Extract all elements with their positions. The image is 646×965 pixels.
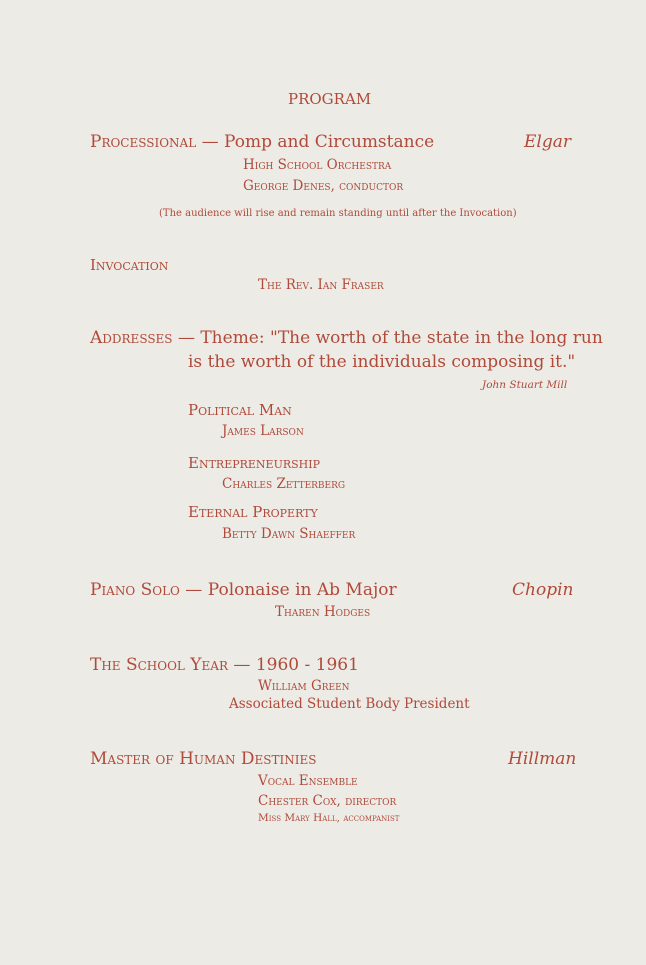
addresses-dash: — [177,328,195,348]
addresses-theme-line1: Theme: "The worth of the state in the long run [200,328,603,348]
processional-group: High School Orchestra [243,157,392,173]
talk-title-3: Eternal Property [188,503,318,521]
piano-solo-label: Piano Solo [90,580,180,600]
invocation-person: The Rev. Ian Fraser [258,277,384,293]
program-title: PROGRAM [288,90,372,108]
school-year-speaker-title: Associated Student Body President [229,696,470,712]
piano-solo-composer: Chopin [512,580,574,600]
processional-piece: Pomp and Circumstance [224,132,435,152]
master-composer: Hillman [508,749,577,769]
piano-solo-dash: — [185,580,203,600]
school-year-years: 1960 - 1961 [255,655,359,675]
master-accompanist: Miss Mary Hall, accompanist [258,812,400,824]
talk-title-1: Political Man [188,401,292,419]
master-director: Chester Cox, director [258,793,397,809]
school-year-speaker: William Green [258,678,350,694]
talk-speaker-3: Betty Dawn Shaeffer [222,526,356,542]
master-label: Master of Human Destinies [90,749,317,769]
talk-title-2: Entrepreneurship [188,454,321,472]
invocation-label: Invocation [90,256,169,274]
addresses-theme-line2: is the worth of the individuals composing it." [188,352,576,372]
addresses-line [90,330,603,347]
school-year-dash: — [233,655,251,675]
processional-label: Processional [90,132,197,152]
school-year-label: The School Year [90,655,228,675]
piano-solo-piece: Polonaise in Ab Major [207,580,397,600]
addresses-label: Addresses [90,328,173,348]
processional-note: (The audience will rise and remain standing until after the Invocation) [159,208,517,219]
processional-line [90,134,434,151]
master-group: Vocal Ensemble [258,773,358,789]
piano-solo-performer: Tharen Hodges [275,604,371,620]
addresses-attribution: John Stuart Mill [482,379,568,391]
processional-conductor: George Denes, conductor [243,178,404,194]
processional-composer: Elgar [524,132,571,152]
talk-speaker-1: James Larson [222,423,304,439]
school-year-line [90,657,359,674]
piano-solo-line [90,582,397,599]
talk-speaker-2: Charles Zetterberg [222,476,346,492]
processional-dash: — [201,132,219,152]
